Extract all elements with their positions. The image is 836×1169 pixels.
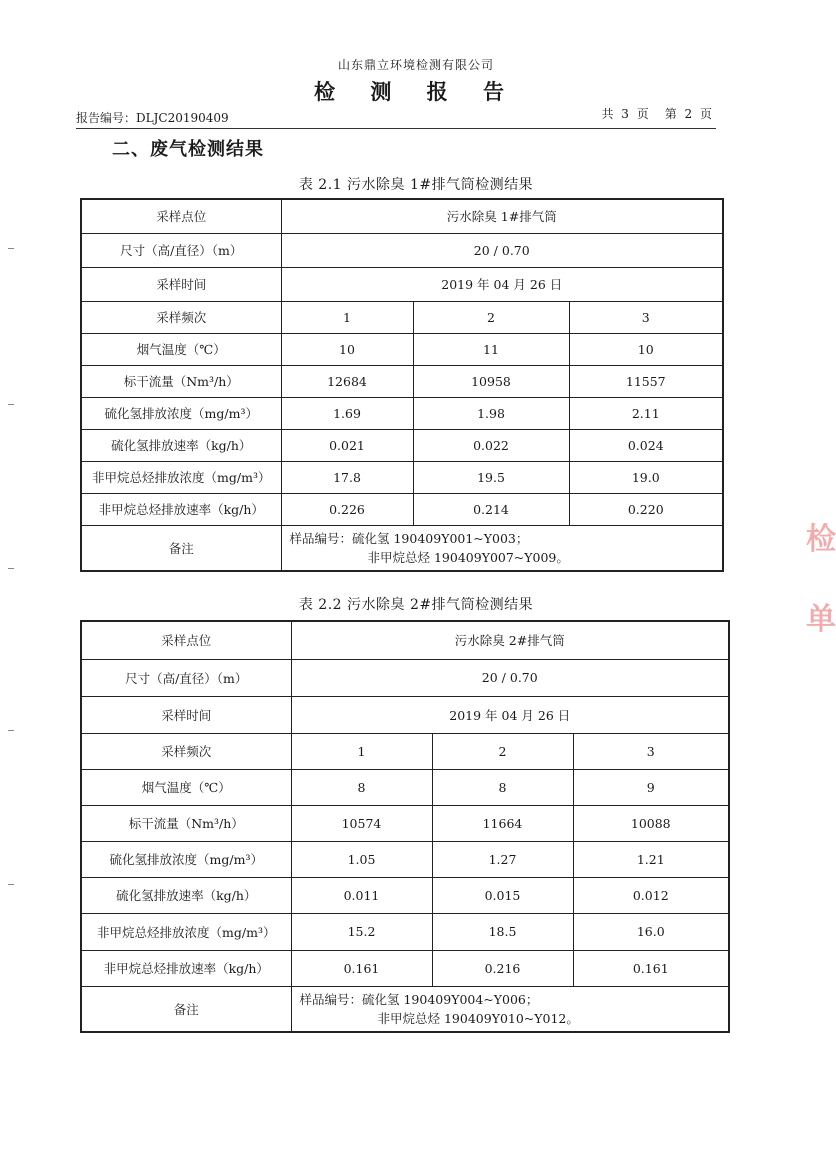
value-cell: 11 [413, 333, 569, 365]
value-cell: 10574 [291, 805, 432, 841]
frequency-cell: 2 [432, 733, 573, 769]
row-label: 非甲烷总烃排放速率（kg/h） [81, 950, 291, 986]
value-cell: 10088 [573, 805, 729, 841]
table-row [81, 525, 723, 571]
value-cell: 0.024 [569, 429, 723, 461]
row-label: 标干流量（Nm³/h） [81, 805, 291, 841]
scan-mark [8, 884, 14, 885]
row-label: 非甲烷总烃排放浓度（mg/m³） [81, 461, 281, 493]
table-row [81, 429, 723, 461]
row-label: 硫化氢排放浓度（mg/m³） [81, 841, 291, 877]
row-label: 烟气温度（℃） [81, 333, 281, 365]
value-cell: 12684 [281, 365, 413, 397]
value-cell: 1.27 [432, 841, 573, 877]
table-row [81, 659, 729, 696]
sampling-point: 污水除臭 2#排气筒 [291, 621, 729, 659]
scan-mark [8, 730, 14, 731]
value-cell: 1.98 [413, 397, 569, 429]
value-cell: 0.161 [573, 950, 729, 986]
table-row [81, 493, 723, 525]
page-indicator: 共 3 页 第 2 页 [601, 107, 714, 121]
table-row [81, 397, 723, 429]
table-1-caption: 表 2.1 污水除臭 1#排气筒检测结果 [298, 177, 534, 193]
frequency-cell: 3 [569, 301, 723, 333]
row-label: 烟气温度（℃） [81, 769, 291, 805]
remark-line: 非甲烷总烃 190409Y010~Y012。 [377, 1010, 579, 1026]
table-row [81, 199, 723, 233]
value-cell: 0.220 [569, 493, 723, 525]
table-row [81, 841, 729, 877]
report-title: 检 测 报 告 [314, 79, 518, 104]
row-label: 采样频次 [81, 733, 291, 769]
table-row [81, 365, 723, 397]
value-cell: 10958 [413, 365, 569, 397]
section-title: 二、废气检测结果 [112, 139, 264, 160]
scan-mark [8, 568, 14, 569]
table-row [81, 233, 723, 267]
value-cell: 2.11 [569, 397, 723, 429]
scan-mark [8, 404, 14, 405]
value-cell: 0.012 [573, 877, 729, 913]
value-cell: 0.021 [281, 429, 413, 461]
value-cell: 18.5 [432, 913, 573, 950]
row-label: 采样点位 [81, 199, 281, 233]
report-header-line [76, 108, 716, 129]
sampling-time: 2019 年 04 月 26 日 [281, 267, 723, 301]
value-cell: 0.216 [432, 950, 573, 986]
seal-fragment: 检 单 [806, 522, 836, 637]
stack-size: 20 / 0.70 [291, 659, 729, 696]
table-row [81, 986, 729, 1032]
row-label: 采样点位 [81, 621, 291, 659]
row-label: 备注 [81, 986, 291, 1032]
value-cell: 1.21 [573, 841, 729, 877]
value-cell: 0.226 [281, 493, 413, 525]
value-cell: 11557 [569, 365, 723, 397]
value-cell: 0.011 [291, 877, 432, 913]
table-row [81, 877, 729, 913]
frequency-cell: 3 [573, 733, 729, 769]
value-cell: 0.161 [291, 950, 432, 986]
row-label: 备注 [81, 525, 281, 571]
table-row [81, 301, 723, 333]
row-label: 尺寸（高/直径）（m） [81, 233, 281, 267]
value-cell: 1.05 [291, 841, 432, 877]
frequency-cell: 1 [281, 301, 413, 333]
sampling-time: 2019 年 04 月 26 日 [291, 696, 729, 733]
value-cell: 19.0 [569, 461, 723, 493]
row-label: 尺寸（高/直径）（m） [81, 659, 291, 696]
row-label: 硫化氢排放速率（kg/h） [81, 877, 291, 913]
row-label: 硫化氢排放速率（kg/h） [81, 429, 281, 461]
row-label: 采样时间 [81, 696, 291, 733]
remark-line: 样品编号：硫化氢 190409Y004~Y006； [299, 991, 539, 1007]
row-label: 标干流量（Nm³/h） [81, 365, 281, 397]
table-row [81, 267, 723, 301]
table-row [81, 333, 723, 365]
value-cell: 8 [432, 769, 573, 805]
table-2 [80, 620, 730, 1033]
value-cell: 10 [281, 333, 413, 365]
table-row [81, 696, 729, 733]
row-label: 非甲烷总烃排放速率（kg/h） [81, 493, 281, 525]
table-row [81, 913, 729, 950]
value-cell: 0.214 [413, 493, 569, 525]
value-cell: 9 [573, 769, 729, 805]
report-number: 报告编号：DLJC20190409 [76, 111, 229, 125]
remark-cell [291, 986, 729, 1032]
value-cell: 19.5 [413, 461, 569, 493]
value-cell: 16.0 [573, 913, 729, 950]
table-row [81, 461, 723, 493]
remark-cell [281, 525, 723, 571]
row-label: 非甲烷总烃排放浓度（mg/m³） [81, 913, 291, 950]
remark-line: 样品编号：硫化氢 190409Y001~Y003； [289, 530, 529, 546]
table-2-caption: 表 2.2 污水除臭 2#排气筒检测结果 [298, 597, 534, 613]
stack-size: 20 / 0.70 [281, 233, 723, 267]
row-label: 采样时间 [81, 267, 281, 301]
table-row [81, 621, 729, 659]
table-row [81, 805, 729, 841]
sampling-point: 污水除臭 1#排气筒 [281, 199, 723, 233]
frequency-cell: 1 [291, 733, 432, 769]
table-row [81, 950, 729, 986]
remark-line: 非甲烷总烃 190409Y007~Y009。 [367, 549, 569, 565]
value-cell: 10 [569, 333, 723, 365]
table-row [81, 733, 729, 769]
row-label: 硫化氢排放浓度（mg/m³） [81, 397, 281, 429]
scan-mark [8, 248, 14, 249]
value-cell: 11664 [432, 805, 573, 841]
company-name: 山东鼎立环境检测有限公司 [337, 58, 494, 72]
value-cell: 0.022 [413, 429, 569, 461]
value-cell: 15.2 [291, 913, 432, 950]
value-cell: 1.69 [281, 397, 413, 429]
value-cell: 8 [291, 769, 432, 805]
table-row [81, 769, 729, 805]
value-cell: 0.015 [432, 877, 573, 913]
row-label: 采样频次 [81, 301, 281, 333]
table-1 [80, 198, 724, 572]
value-cell: 17.8 [281, 461, 413, 493]
frequency-cell: 2 [413, 301, 569, 333]
